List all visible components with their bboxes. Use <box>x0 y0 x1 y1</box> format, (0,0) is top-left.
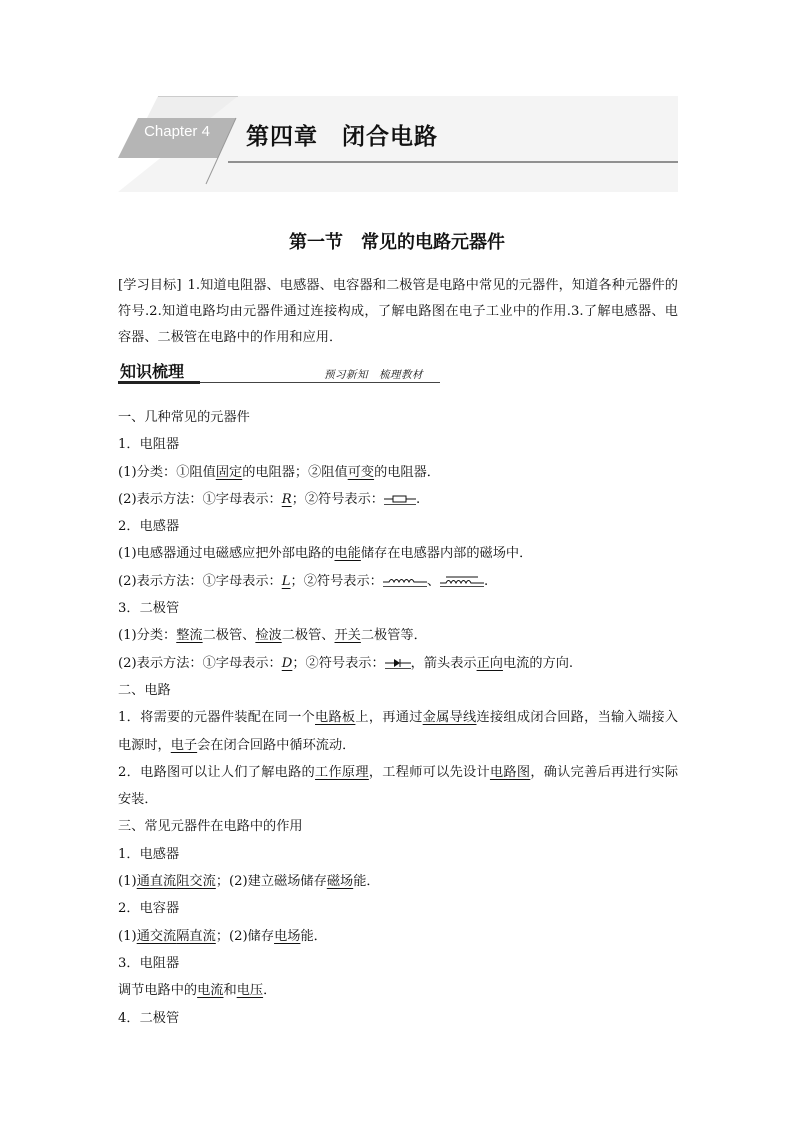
text: ；(2)储存 <box>215 928 275 944</box>
resistor-symbol-icon <box>384 493 416 505</box>
text: ；②符号表示： <box>291 491 384 507</box>
heading-circuit: 二、电路 <box>118 682 171 698</box>
answer-blank: 阻交流 <box>176 874 216 890</box>
role-inductor-line <box>118 868 678 895</box>
text: (1) <box>118 874 137 890</box>
circuit-paragraph-1 <box>118 704 678 759</box>
answer-blank: 通直流 <box>136 874 177 890</box>
text: (1)分类： <box>118 628 177 644</box>
text: 二极管等． <box>360 628 427 644</box>
text: 调节电路中的 <box>118 983 198 999</box>
text: 上，再通过 <box>355 710 423 726</box>
text: 、 <box>426 573 441 589</box>
diode-title: 3．二极管 <box>118 601 180 617</box>
heading-component-roles: 三、常见元器件在电路中的作用 <box>118 819 303 835</box>
text: 1．将需要的元器件装配在同一个 <box>118 710 316 726</box>
knowledge-body <box>118 404 678 1032</box>
answer-blank: 电场 <box>274 928 301 944</box>
inductor-description <box>118 540 678 567</box>
answer-blank: D <box>281 655 293 671</box>
section-title: 第一节 常见的电路元器件 <box>289 232 505 253</box>
circuit-paragraph-2 <box>118 759 678 814</box>
text: ；②符号表示： <box>292 655 385 671</box>
learning-goals-tag: [学习目标] <box>118 278 182 293</box>
inductor-title: 2．电感器 <box>118 519 180 535</box>
text: ；(2)建立磁场储存 <box>215 874 327 890</box>
knowledge-header <box>118 357 440 385</box>
inductor-symbol-icon <box>383 575 427 587</box>
learning-goals <box>118 273 678 351</box>
diode-notation <box>118 650 678 677</box>
text: 2．电路图可以让人们了解电路的 <box>118 764 316 780</box>
text: 二极管、 <box>202 628 256 644</box>
answer-blank: 电路图 <box>489 764 531 780</box>
text: ，工程师可以先设计 <box>368 764 490 780</box>
text: 能． <box>300 928 327 944</box>
role-inductor-title: 1．电感器 <box>118 846 180 862</box>
text: ，箭头表示 <box>410 655 477 671</box>
answer-blank: 电压 <box>236 983 264 999</box>
answer-blank: R <box>281 491 292 507</box>
answer-blank: 电流 <box>197 983 224 999</box>
answer-blank: 金属导线 <box>422 710 477 726</box>
text: 会在闭合回路中循环流动． <box>197 737 356 753</box>
chapter-banner <box>118 96 678 192</box>
answer-blank: 可变 <box>347 464 375 480</box>
text: 电流的方向. <box>502 655 574 671</box>
chapter-number-tag: Chapter 4 <box>144 123 210 140</box>
text: (2)表示方法：①字母表示： <box>118 655 282 671</box>
knowledge-rule-accent <box>118 381 200 384</box>
answer-blank: 固定 <box>215 464 243 480</box>
learning-goals-text: 1.知道电阻器、电感器、电容器和二极管是电路中常见的元器件，知道各种元器件的符号.2.知道电路均由元器件通过连接构成，了解电路图在电子工业中的作用.3.了解电感器、电容器、二极管在电路中的作用和应用． <box>118 278 678 345</box>
diode-symbol-icon <box>385 657 411 669</box>
resistor-classification <box>118 459 678 486</box>
text: (1) <box>118 928 137 944</box>
text: 储存在电感器内部的磁场中． <box>360 546 533 562</box>
role-resistor-line <box>118 977 678 1004</box>
answer-blank: 通交流 <box>136 928 177 944</box>
text: 二极管、 <box>281 628 335 644</box>
text: (1)分类：①阻值 <box>118 464 216 480</box>
chapter-title: 第四章 闭合电路 <box>246 124 438 150</box>
answer-blank: 开关 <box>334 628 361 644</box>
answer-blank: 整流 <box>176 628 203 644</box>
answer-blank: 隔直流 <box>176 928 216 944</box>
knowledge-subtitle: 预习新知 梳理教材 <box>324 369 423 381</box>
answer-blank: 检波 <box>255 628 282 644</box>
answer-blank: 电能 <box>334 546 361 562</box>
text: ；②符号表示： <box>290 573 383 589</box>
text: (2)表示方法：①字母表示： <box>118 491 282 507</box>
role-capacitor-line <box>118 923 678 950</box>
text: 的电阻器． <box>374 464 440 480</box>
answer-blank: 正向 <box>476 655 503 671</box>
text: 能． <box>353 874 380 890</box>
answer-blank: 电路板 <box>315 710 356 726</box>
answer-blank: 工作原理 <box>315 764 369 780</box>
answer-blank: 磁场 <box>326 874 354 890</box>
resistor-notation <box>118 486 678 513</box>
role-diode-title: 4．二极管 <box>118 1010 180 1026</box>
text: (1)电感器通过电磁感应把外部电路的 <box>118 546 335 562</box>
role-capacitor-title: 2．电容器 <box>118 901 180 917</box>
inductor-notation <box>118 568 678 595</box>
answer-blank: L <box>281 573 291 589</box>
text: . <box>484 573 489 589</box>
text: (2)表示方法：①字母表示： <box>118 573 282 589</box>
role-resistor-title: 3．电阻器 <box>118 955 180 971</box>
diode-classification <box>118 622 678 649</box>
text: 的电阻器；②阻值 <box>242 464 348 480</box>
text: ． <box>263 983 277 999</box>
text: ，确认完善后再进行实际安装． <box>118 764 679 808</box>
text: . <box>416 491 421 507</box>
answer-blank: 电子 <box>170 737 198 753</box>
knowledge-title: 知识梳理 <box>120 362 185 381</box>
text: 和 <box>223 983 237 999</box>
heading-common-components: 一、几种常见的元器件 <box>118 410 250 425</box>
resistor-title: 1．电阻器 <box>118 437 180 453</box>
iron-core-inductor-symbol-icon <box>440 575 484 587</box>
text: 连接组成闭合回路，当输入端接入电源时， <box>118 710 679 753</box>
